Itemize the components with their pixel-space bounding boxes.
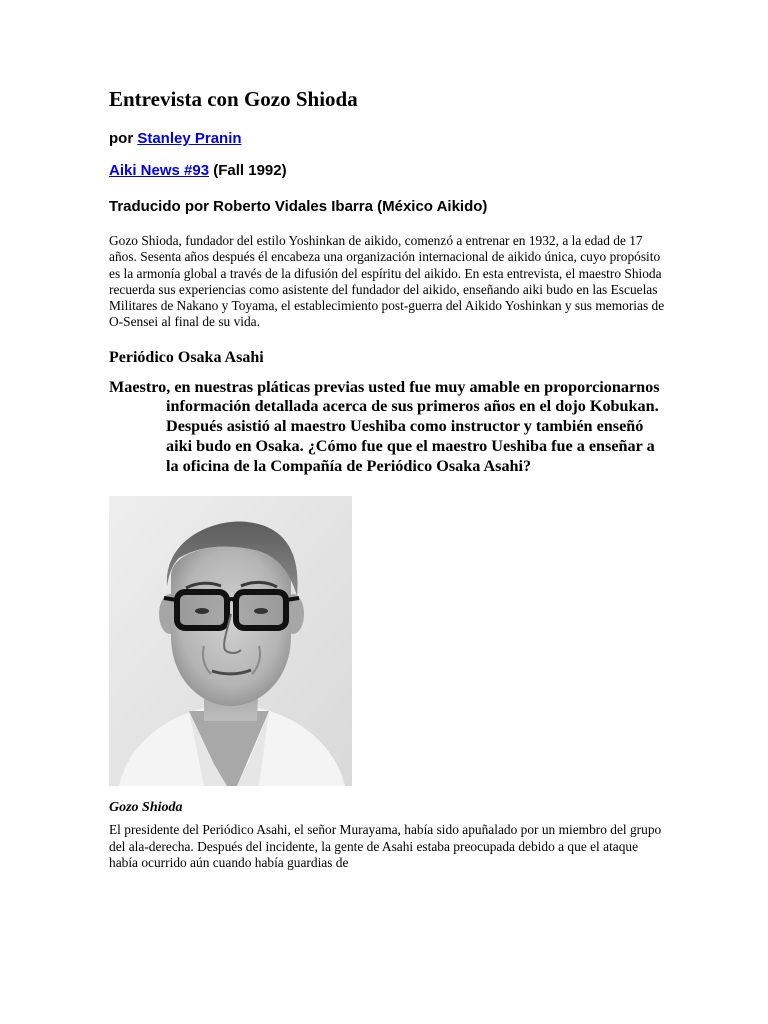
article (109, 86, 669, 871)
source-line (109, 161, 669, 181)
source-date: (Fall 1992) (213, 162, 287, 179)
source-link[interactable]: Aiki News #93 (109, 162, 210, 179)
translator-line: Traducido por Roberto Vidales Ibarra (México Aikido) (109, 198, 488, 215)
article-title: Entrevista con Gozo Shioda (109, 87, 358, 111)
author-line (109, 129, 669, 149)
photo-caption: Gozo Shioda (109, 800, 183, 816)
body-paragraph: El presidente del Periódico Asahi, el señor Murayama, había sido apuñalado por un miembro del grupo del ala-derecha. Después del incidente, la gente de Asahi estaba preocupada debido a que el ataque había ocurrido aún cuando había guardias de (109, 822, 662, 870)
interview-question: Maestro, en nuestras pláticas previas usted fue muy amable en proporcionarnos información detallada acerca de sus primeros años en el dojo Kobukan. Después asistió al maestro Ueshiba como instructor y también enseñó aiki budo en Osaka. ¿Cómo fue que el maestro Ueshiba fue a enseñar a la oficina de la Compañía de Periódico Osaka Asahi? (109, 377, 660, 475)
author-prefix: por (109, 130, 134, 147)
section-heading: Periódico Osaka Asahi (109, 348, 264, 366)
intro-paragraph: Gozo Shioda, fundador del estilo Yoshinkan de aikido, comenzó a entrenar en 1932, a la edad de 17 años. Sesenta años después él encabeza una organización internacional de aikido única, cuyo propósito es la armonía global a través de la difusión del espíritu del aikido. En esta entrevista, el maestro Shioda recuerda sus experiencias como asistente del fundador del aikido, enseñando aiki budo en las Escuelas Militares de Nakano y Toyama, el establecimiento post-guerra del Aikido Yoshinkan y sus memorias de O-Sensei al final de su vida. (109, 233, 665, 330)
author-link[interactable]: Stanley Pranin (137, 130, 242, 147)
gozo-shioda-portrait (109, 496, 352, 786)
